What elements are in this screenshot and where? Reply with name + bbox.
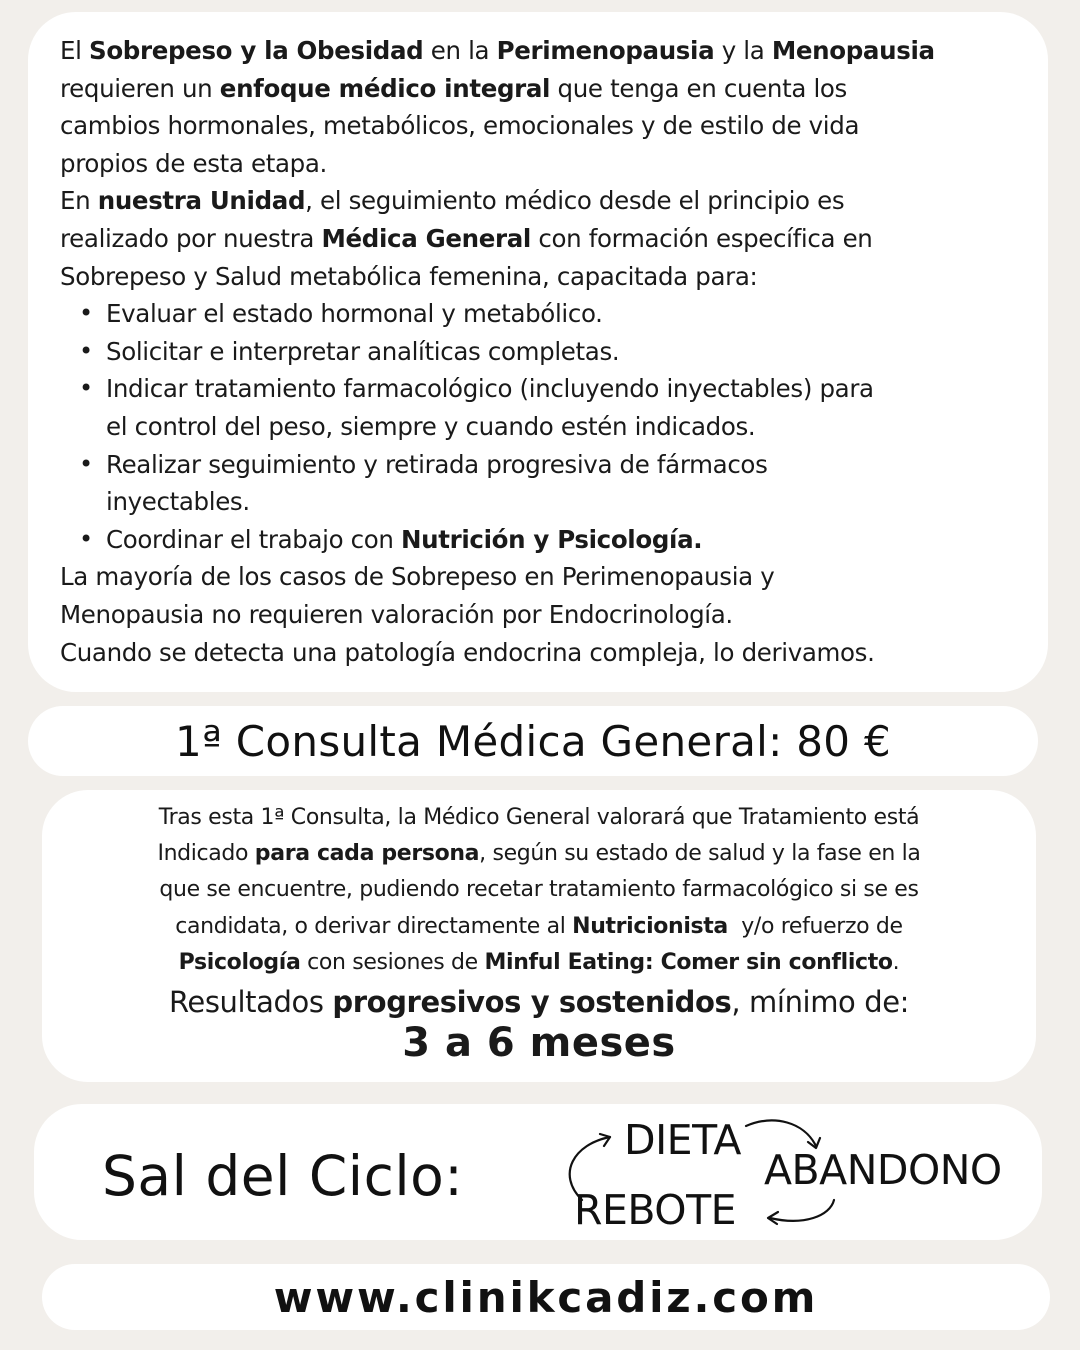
intro-text: La mayoría de los casos de Sobrepeso en Perimenopausia y (60, 562, 775, 592)
list-item-text: Indicar tratamiento farmacológico (incluyendo inyectables) para (106, 374, 874, 404)
bullet-icon: • (79, 449, 93, 478)
treatment-text: y/o refuerzo de (727, 913, 903, 939)
intro-text: con formación específica en (530, 223, 873, 253)
results-line (62, 985, 1016, 1019)
intro-text: , el seguimiento médico desde el principio es (305, 186, 845, 216)
list-item (60, 521, 1024, 559)
website-link[interactable]: www.clinikcadiz.com (273, 1272, 819, 1322)
treatment-text: Tras esta 1ª Consulta, la Médico General valorará que Tratamiento está (158, 805, 920, 830)
intro-text: Menopausia no requieren valoración por Endocrinología. (60, 599, 733, 629)
bullet-icon: • (79, 374, 93, 403)
intro-bold: enfoque médico integral (219, 73, 551, 103)
bullet-icon: • (79, 336, 93, 365)
bullet-icon: • (79, 524, 93, 553)
list-item-text: Coordinar el trabajo con (106, 524, 402, 554)
intro-text: realizado por nuestra (60, 223, 322, 253)
results-text: Resultados (168, 985, 333, 1020)
intro-bold: Sobrepeso y la Obesidad (89, 36, 424, 65)
results-duration: 3 a 6 meses (402, 1020, 676, 1067)
list-item-text: inyectables. (106, 487, 250, 517)
treatment-bold: Nutricionista (572, 913, 728, 939)
list-item (60, 446, 1024, 521)
list-item-text: el control del peso, siempre y cuando estén indicados. (106, 411, 756, 441)
list-item (60, 295, 1024, 333)
arrow-abandono-to-rebote-icon (770, 1200, 834, 1221)
list-item-text: Solicitar e interpretar analíticas completas. (106, 336, 620, 366)
price-card (28, 706, 1038, 776)
treatment-text: , según su estado de salud y la fase en la (479, 841, 921, 867)
bullet-icon: • (79, 299, 93, 328)
arrow-dieta-to-abandono-icon (746, 1120, 816, 1146)
intro-text: Sobrepeso y Salud metabólica femenina, capacitada para: (60, 261, 758, 291)
intro-text: y la (714, 36, 772, 65)
treatment-bold: Minful Eating: Comer sin conflicto (484, 949, 893, 975)
intro-text: que tenga en cuenta los (550, 73, 847, 103)
treatment-text: Indicado (157, 841, 255, 867)
treatment-description (62, 800, 1016, 981)
intro-bold: Médica General (321, 223, 531, 253)
intro-bold: Perimenopausia (496, 36, 715, 65)
intro-text: El (60, 36, 90, 65)
capabilities-list (60, 295, 1024, 558)
list-item-text: Realizar seguimiento y retirada progresiva de fármacos (106, 449, 768, 479)
price-label: 1ª Consulta Médica General: 80 € (175, 716, 891, 766)
intro-bold: nuestra Unidad (97, 186, 306, 216)
intro-text: requieren un (60, 73, 220, 103)
intro-paragraph-1 (60, 32, 1024, 182)
cycle-word-abandono: ABANDONO (764, 1146, 1002, 1194)
intro-card (28, 12, 1048, 692)
treatment-text: que se encuentre, pudiendo recetar tratamiento farmacológico si se es (159, 877, 919, 903)
treatment-card (42, 790, 1036, 1082)
treatment-text: con sesiones de (300, 949, 485, 975)
cycle-word-dieta: DIETA (624, 1116, 741, 1164)
list-item (60, 333, 1024, 371)
intro-text: propios de esta etapa. (60, 148, 327, 178)
results-text: , mínimo de: (731, 985, 910, 1020)
cycle-card (34, 1104, 1042, 1240)
intro-paragraph-2 (60, 182, 1024, 295)
cycle-title: Sal del Ciclo: (102, 1144, 464, 1208)
list-item-text: Evaluar el estado hormonal y metabólico. (106, 299, 603, 329)
intro-bold: Menopausia (771, 36, 935, 65)
intro-text: cambios hormonales, metabólicos, emocionales y de estilo de vida (60, 111, 860, 141)
treatment-text: . (892, 949, 900, 975)
cycle-word-rebote: REBOTE (574, 1186, 737, 1234)
intro-paragraph-3 (60, 558, 1024, 671)
list-item-bold: Nutrición y Psicología. (401, 524, 703, 554)
treatment-bold: Psicología (178, 949, 301, 975)
list-item (60, 370, 1024, 445)
treatment-bold: para cada persona (254, 841, 480, 867)
website-card (42, 1264, 1050, 1330)
intro-text: Cuando se detecta una patología endocrina compleja, lo derivamos. (60, 637, 875, 667)
intro-text: En (60, 186, 98, 216)
treatment-text: candidata, o derivar directamente al (175, 913, 573, 939)
intro-text: en la (423, 36, 497, 65)
results-bold: progresivos y sostenidos (332, 985, 732, 1020)
